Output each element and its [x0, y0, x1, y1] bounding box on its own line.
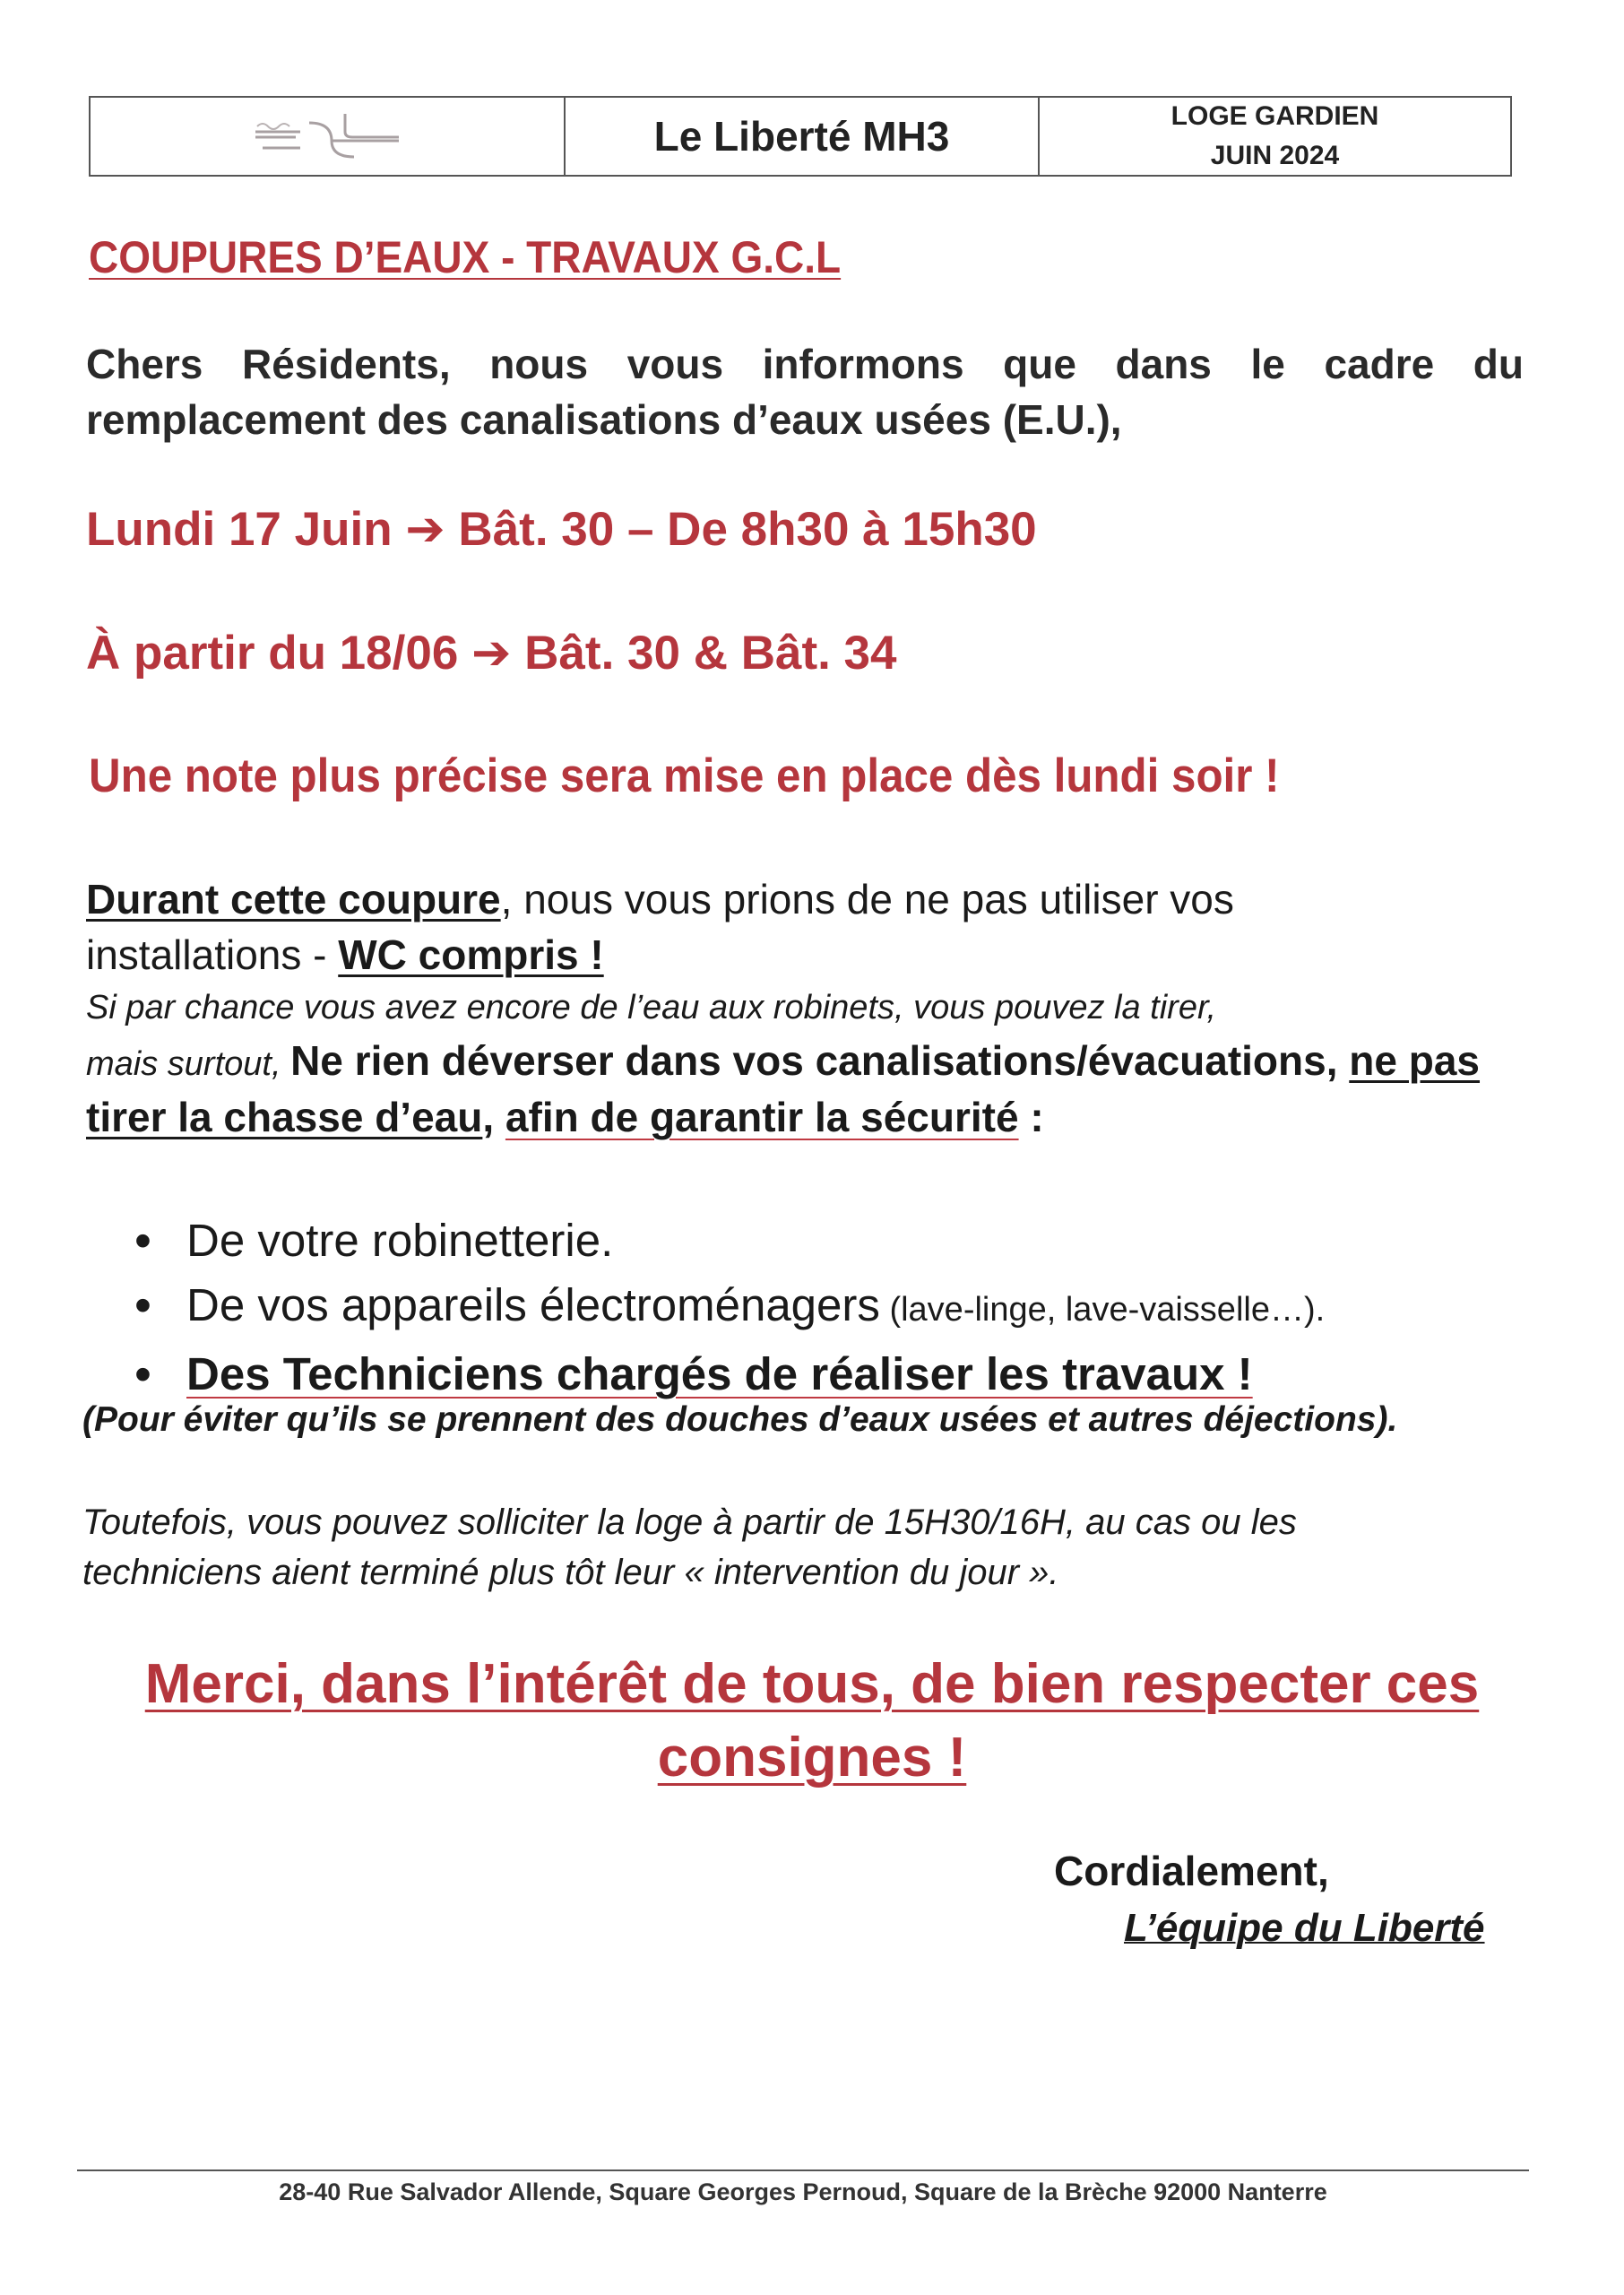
- colon-sep: :: [1018, 1094, 1044, 1140]
- instructions-lead-rest: , nous vous prions de ne pas utiliser vos: [500, 876, 1234, 922]
- loge-label: LOGE GARDIEN: [1170, 101, 1379, 131]
- instructions-line-2: [86, 927, 1538, 983]
- warning-no-dumping: Ne rien déverser dans vos canalisations/évacuations,: [290, 1037, 1350, 1084]
- building-name: Le Liberté MH3: [566, 98, 1040, 175]
- notice-title: COUPURES D’EAUX - TRAVAUX G.C.L: [89, 232, 842, 282]
- toutefois-line-1: Toutefois, vous pouvez solliciter la loge à partir de 15H30/16H, au cas ou les: [82, 1503, 1297, 1542]
- instructions-line-1: [86, 871, 1538, 927]
- list-item: [134, 1273, 1325, 1342]
- bullet-text-1: De votre robinetterie.: [186, 1215, 614, 1266]
- instructions-paragraph: [86, 871, 1538, 1145]
- instructions-line-4: [86, 1033, 1538, 1145]
- residence-logo-icon: [246, 105, 408, 168]
- footer-address: 28-40 Rue Salvador Allende, Square Georges Pernoud, Square de la Brèche 92000 Nanterre: [279, 2178, 1327, 2205]
- merci-line-2: consignes !: [657, 1727, 967, 1788]
- footer-divider: [77, 2169, 1529, 2171]
- list-item: [134, 1342, 1325, 1407]
- toutefois-line-2: techniciens aient terminé plus tôt leur « intervention du jour ».: [82, 1553, 1059, 1592]
- merci-message: [89, 1648, 1535, 1795]
- toutefois-paragraph: [82, 1497, 1534, 1598]
- bullet-text-2: De vos appareils électroménagers: [186, 1279, 880, 1330]
- list-item: [134, 1208, 1325, 1273]
- warning-safety: afin de garantir la sécurité: [505, 1094, 1019, 1140]
- signature-team: L’équipe du Liberté: [1124, 1906, 1485, 1950]
- parenthetical-note: (Pour éviter qu’ils se prennent des douches d’eaux usées et autres déjections).: [82, 1400, 1398, 1439]
- header-meta: [1040, 98, 1510, 175]
- instructions-italic-2: mais surtout,: [86, 1045, 291, 1083]
- warning-no-flush: ne pas tirer la chasse d’eau: [86, 1037, 1481, 1140]
- comma-sep: ,: [482, 1094, 505, 1140]
- schedule-line-2: À partir du 18/06 ➔ Bât. 30 & Bât. 34: [86, 627, 897, 680]
- safety-list: [134, 1208, 1325, 1407]
- intro-paragraph: [86, 336, 1524, 447]
- wc-emphasis: WC compris !: [338, 931, 604, 978]
- merci-line-1: Merci, dans l’intérêt de tous, de bien respecter ces: [144, 1653, 1480, 1715]
- closing: Cordialement,: [1054, 1848, 1329, 1894]
- bullet-text-2-detail: (lave-linge, lave-vaisselle…).: [879, 1291, 1326, 1329]
- schedule-note: Une note plus précise sera mise en place dès lundi soir !: [89, 749, 1280, 802]
- intro-line-2: remplacement des canalisations d’eaux usées (E.U.),: [86, 396, 1122, 443]
- intro-line-1: Chers Résidents, nous vous informons que dans le cadre du: [86, 341, 1524, 387]
- date-label: JUIN 2024: [1210, 141, 1340, 170]
- instructions-italic-1: Si par chance vous avez encore de l’eau aux robinets, vous pouvez la tirer,: [86, 989, 1217, 1026]
- header-table: [89, 96, 1512, 177]
- instructions-lead: Durant cette coupure: [86, 876, 501, 922]
- logo-cell: [91, 98, 566, 175]
- bullet-text-3: Des Techniciens chargés de réaliser les travaux !: [186, 1348, 1253, 1399]
- instructions-installations: installations -: [86, 931, 339, 978]
- schedule-line-1: Lundi 17 Juin ➔ Bât. 30 – De 8h30 à 15h30: [86, 503, 1037, 556]
